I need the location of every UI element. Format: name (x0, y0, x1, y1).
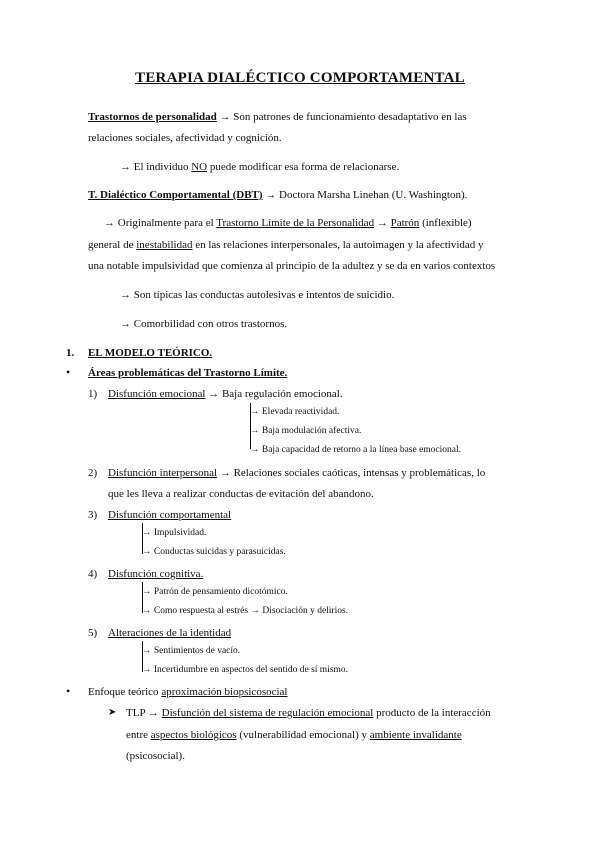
tlp-line1: TLP → Disfunción del sistema de regulación emocional producto de la interacción (126, 707, 491, 719)
origin-line3: una notable impulsividad que comienza al principio de la adultez y se da en varios contextos (88, 260, 496, 272)
sub-item: → Impulsividad. (142, 528, 207, 538)
item-interpersonal-dysfunction: Disfunción interpersonal → Relaciones sociales caóticas, intensas y problemáticas, lo (108, 467, 486, 479)
page-title: TERAPIA DIALÉCTICO COMPORTAMENTAL (135, 70, 465, 86)
arrow-icon: → (265, 189, 277, 201)
personality-disorders-line2: relaciones sociales, afectividad y cognición. (88, 132, 282, 144)
arrow-icon: → (219, 467, 231, 479)
theoretical-approach: Enfoque teórico aproximación biopsicosocial (88, 686, 288, 698)
arrow-icon: → (142, 665, 152, 675)
no-emphasis: NO (191, 161, 208, 173)
section-1-heading: EL MODELO TEÓRICO. (88, 347, 213, 359)
item-cognitive-dysfunction: Disfunción cognitiva. (108, 568, 204, 580)
comorbidity-note: → Comorbilidad con otros trastornos. (120, 318, 288, 330)
tlp-line3: (psicosocial). (126, 750, 185, 762)
item-behavioral-dysfunction: Disfunción comportamental (108, 509, 232, 521)
sub-item: → Elevada reactividad. (250, 407, 340, 417)
tlp-line2: entre aspectos biológicos (vulnerabilidad emocional) y ambiente invalidante (126, 729, 462, 741)
arrow-icon: → (250, 407, 260, 417)
origin-line2: general de inestabilidad en las relaciones interpersonales, la autoimagen y la afectividad y (88, 239, 484, 251)
sub-item: → Como respuesta al estrés → Disociación y delirios. (142, 606, 349, 616)
individual-note: → El individuo NO puede modificar esa forma de relacionarse. (120, 161, 400, 173)
sub-item: → Baja capacidad de retorno a la línea base emocional. (250, 445, 462, 455)
arrow-icon: → (142, 587, 152, 597)
item-2-number: 2) (88, 467, 98, 479)
sub-item: → Conductas suicidas y parasuicidas. (142, 547, 286, 557)
item-1-number: 1) (88, 388, 98, 400)
problem-areas-heading: Áreas problemáticas del Trastorno Límite. (88, 367, 288, 379)
item-identity-alterations: Alteraciones de la identidad (108, 627, 232, 639)
personality-disorders-term: Trastornos de personalidad (88, 111, 217, 123)
origin-line1: → Originalmente para el Trastorno Límite de la Personalidad → Patrón (inflexible) (104, 217, 472, 229)
personality-disorders-line1 (88, 110, 467, 124)
item-4-number: 4) (88, 568, 98, 580)
dbt-author: Doctora Marsha Linehan (U. Washington). (279, 189, 468, 201)
item-emotional-dysfunction: Disfunción emocional → Baja regulación emocional. (108, 388, 343, 400)
dbt-term: T. Dialéctico Comportamental (DBT) (88, 189, 263, 201)
arrow-icon: → (219, 111, 231, 123)
arrow-icon: → (104, 217, 115, 229)
sub-item: → Incertidumbre en aspectos del sentido de sí mismo. (142, 665, 349, 675)
arrow-icon: → (250, 606, 260, 616)
sub-item: → Sentimientos de vacío. (142, 646, 241, 656)
section-1-number: 1. (66, 347, 75, 359)
arrow-icon: → (120, 289, 131, 301)
dbt-line (88, 188, 467, 202)
item-3-number: 3) (88, 509, 98, 521)
arrow-icon: → (147, 707, 159, 719)
arrow-icon: → (142, 646, 152, 656)
bullet-icon: • (66, 684, 71, 698)
arrow-icon: → (250, 445, 260, 455)
item-5-number: 5) (88, 627, 98, 639)
bullet-icon: • (66, 365, 71, 379)
personality-disorders-definition: Son patrones de funcionamiento desadaptativo en las (233, 111, 467, 123)
item-interpersonal-dysfunction-cont: que les lleva a realizar conductas de evitación del abandono. (108, 488, 374, 500)
arrow-icon: → (250, 426, 260, 436)
sub-item: → Patrón de pensamiento dicotómico. (142, 587, 288, 597)
self-harm-note: → Son típicas las conductas autolesivas e intentos de suicidio. (120, 289, 395, 301)
arrow-icon: → (376, 217, 388, 229)
arrow-icon: → (142, 606, 152, 616)
arrow-icon: → (120, 161, 131, 173)
arrow-icon: → (208, 388, 220, 400)
arrow-icon: → (120, 318, 131, 330)
arrow-icon: → (142, 547, 152, 557)
arrowhead-bullet-icon: ➤ (108, 707, 117, 718)
arrow-icon: → (142, 528, 152, 538)
sub-item: → Baja modulación afectiva. (250, 426, 362, 436)
